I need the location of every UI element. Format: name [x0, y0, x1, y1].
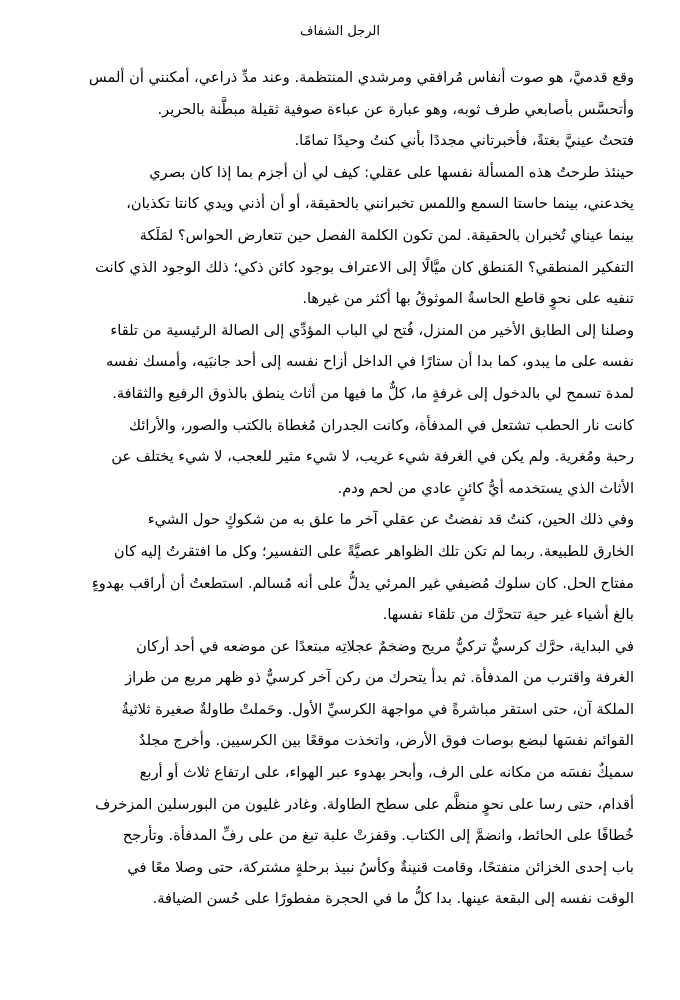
text-line: التفكير المنطقي؟ المَنطق كان ميَّالًا إلى الاعتراف بوجود كائن ذكي؛ ذلك الوجود الذي كانت [95, 258, 634, 276]
text-line: حينئذ طرحتُ هذه المسألة نفسها على عقلي: كيف لي أن أجزم بما إذا كان بصري [149, 163, 634, 181]
text-line: القوائم نفسَها لبضع بوصات فوق الأرض، واتخذت موقعًا بين الكرسيين. وأخرج مجلدٌ [138, 732, 634, 750]
text-line: تنفيه على نحوٍ قاطع الحاسةُ الموثوقُ بها أكثر من غيرها. [302, 290, 634, 308]
text-line: خُطافًا على الحائط، وانضمَّ إلى الكتاب. وقفزتْ علبة تبغ من على رفِّ المدفأة. وتأرجح [122, 827, 634, 845]
text-line: بالغ أشياء غير حية تتحرَّك من تلقاء نفسها. [382, 606, 634, 624]
text-line: في البداية، حرَّك كرسيٌّ تركيٌّ مريح وضخمٌ عجلاتِه مبتعدًا عن موضعه في أحد أركان [136, 637, 634, 655]
text-line: وصلنا إلى الطابق الأخير من المنزل، فُتح لي الباب المؤدِّي إلى الصالة الرئيسية من تلقاء [110, 321, 634, 339]
text-line: لمدة تسمح لي بالدخول إلى غرفةٍ ما، كلٌّ ما فيها من أثاث ينطق بالذوق الرفيع والثقافة. [112, 384, 634, 402]
text-line: بينما عيناي تُخبران بالحقيقة. لمن تكون الكلمة الفصل حين تتعارض الحواس؟ لمَلَكة [139, 226, 634, 244]
paragraph [46, 315, 634, 505]
running-header [0, 22, 680, 42]
text-line: وفي ذلك الحين، كنتُ قد نفضتُ عن عقلي آخر ما علق به من شكوكٍ حول الشيء [147, 511, 634, 529]
page-body [46, 62, 634, 915]
page-title: الرجل الشفاف [300, 24, 380, 39]
text-line: وأتحسَّس بأصابعي طرف ثوبه، وهو عبارة عن عباءة صوفية ثقيلة مبطَّنة بالحرير. [157, 100, 634, 118]
text-line: الغرفة واقترب من المدفأة. ثم بدأ يتحرك من ركن آخر كرسيٌّ ذو ظهر مربع من طراز [125, 669, 634, 687]
text-line: الأثاث الذي يستخدمه أيُّ كائنٍ عادي من لحم ودم. [337, 479, 634, 497]
text-line: فتحتُ عينيَّ بغتةً، فأخبرتاني مجددًا بأني كنتُ وحيدًا تمامًا. [294, 132, 634, 150]
paragraph [46, 631, 634, 915]
text-line: سميكٌ نفسَه من مكانه على الرف، وأبحر بهدوء عبر الهواء، على ارتفاع ثلاث أو أربع [139, 764, 634, 782]
paragraph [46, 504, 634, 630]
text-line: وقع قدميَّ، هو صوت أنفاس مُرافقي ومرشدي المنتظمة. وعند مدِّ ذراعي، أمكنني أن ألمس [88, 69, 634, 86]
text-line: يخدعني، بينما حاستا السمع واللمس تخبرانني بالحقيقة، أو أن أذني ويدي كانتا تكذبان، [126, 195, 634, 213]
text-line: أقدام، حتى رسا على نحوٍ منظَّم على سطح الطاولة. وغادر غليون من البورسلين المزخرف [95, 795, 634, 813]
text-line: رحبة ومُغرية. ولم يكن في الغرفة شيء غريب، لا شيء مثير للعجب، لا شيء يختلف عن [111, 448, 634, 466]
text-line: كانت نار الحطب تشتعل في المدفأة، وكانت الجدران مُغطاة بالكتب والصور، والأرائك [129, 416, 634, 434]
text-line: الخارق للطبيعة. ربما لم تكن تلك الظواهر عصيَّةً على التفسير؛ وكل ما افتقرتُ إليه كان [113, 542, 634, 560]
text-line: مفتاح الحل. كان سلوك مُضيفي غير المرئي يدلُّ على أنه مُسالم. استطعتُ أن أراقب بهدوءٍ [91, 574, 634, 592]
paragraph [46, 157, 634, 315]
text-line: الوقت نفسه إلى البقعة عينها. بدا كلُّ ما في الحجرة مفطورًا على حُسن الضيافة. [152, 890, 634, 908]
text-line: الملكة آن، حتى استقر مباشرةً في مواجهة الكرسيِّ الأول. وحَملتْ طاولةٌ صغيرة ثلاثيةُ [121, 700, 634, 718]
paragraph [46, 125, 634, 157]
text-line: نفسه على ما يبدو، كما بدا أن ستارًا في الداخل أزاح نفسه إلى أحد جانبَيه، وأمسك نفسه [105, 353, 634, 371]
text-line: باب إحدى الخزائن منفتحًا، وقامت قنينةٌ وكأسُ نبيذ برحلةٍ مشتركة، حتى وصلا معًا في [127, 858, 634, 876]
paragraph [46, 62, 634, 125]
